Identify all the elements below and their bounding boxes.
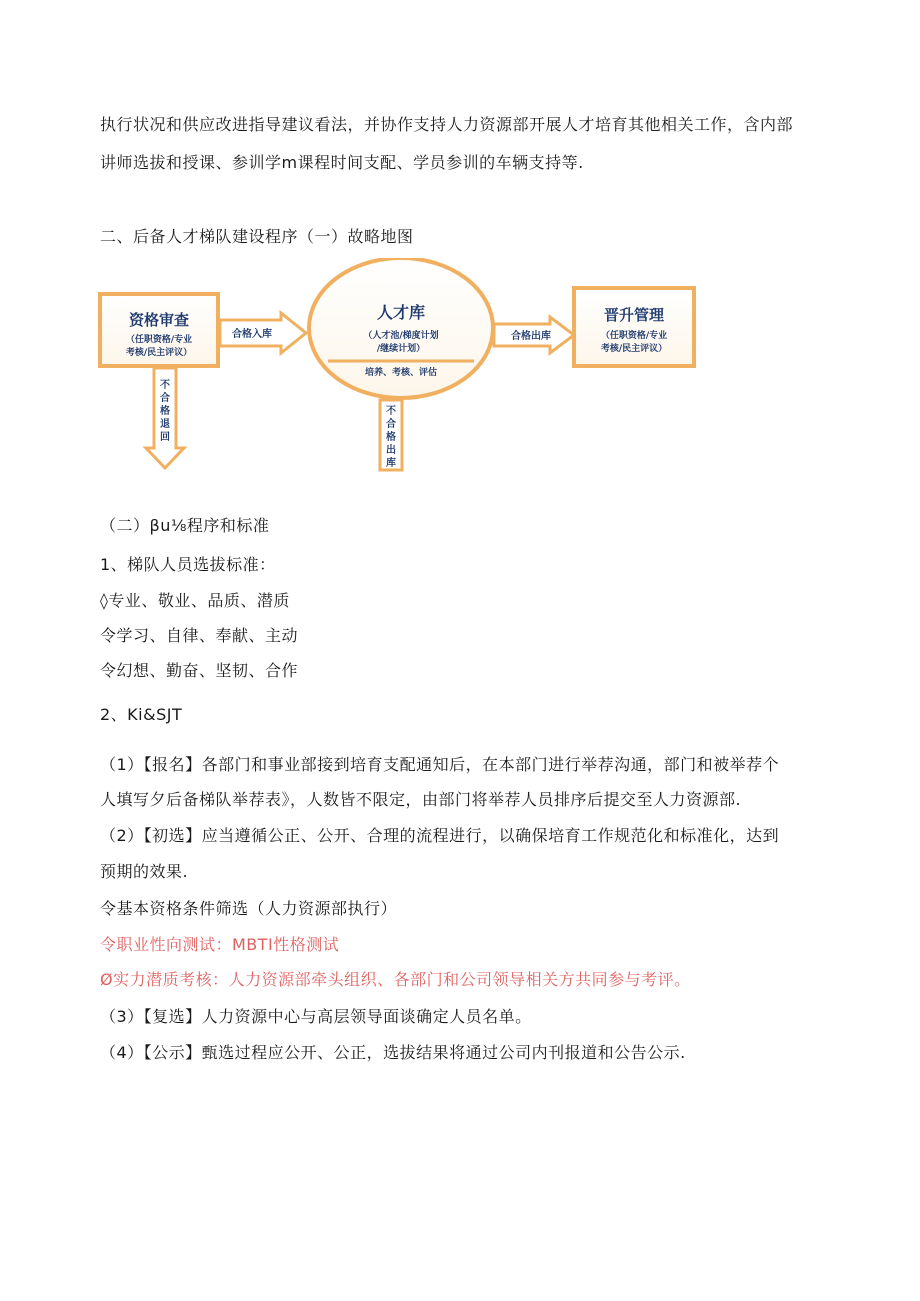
down-center-char-5: 库 [386, 458, 396, 469]
center-title: 人才库 [376, 303, 426, 322]
left-box-sub2: 考核/民主评议） [125, 348, 193, 358]
para-2-line-1: （2）【初选】应当遵循公正、公开、合理的流程进行，以确保培育工作规范化和标准化，达到 [100, 826, 780, 845]
right-box-sub2: 考核/民主评议） [600, 344, 668, 354]
left-box-sub1: （任职资格/专业 [125, 335, 193, 345]
talent-pipeline-diagram [96, 258, 706, 473]
para-4: （4）【公示】甄选过程应公开、公正，选拔结果将通过公司内刊报道和公告公示. [100, 1043, 686, 1062]
intro-line-2: 讲师选拔和授课、参训学m课程时间支配、学员参训的车辆支持等. [100, 153, 584, 172]
subsection-title: （二）βu⅛程序和标准 [100, 516, 270, 535]
para-1-line-1: （1）【报名】各部门和事业部接到培育支配通知后，在本部门进行举荐沟通，部门和被举荐个 [100, 755, 780, 774]
down-center-char-4: 出 [386, 445, 396, 456]
para-2-bullet-2: 令职业性向测试：MBTI性格测试 [100, 935, 340, 954]
down-center-char-2: 合 [386, 419, 396, 430]
arrow-in-label: 合格入库 [232, 329, 272, 340]
right-box-title: 晋升管理 [603, 306, 665, 324]
down-center-char-1: 不 [386, 406, 396, 417]
section-2-title: 二、后备人才梯队建设程序（一）故略地图 [100, 227, 414, 246]
center-bottom-text: 培养、考核、评估 [364, 368, 438, 378]
para-2-bullet-1: 令基本资格条件筛选（人力资源部执行） [100, 899, 398, 918]
arrow-out-label: 合格出库 [511, 331, 551, 342]
para-2-bullet-3: Ø实力潜质考核：人力资源部牵头组织、各部门和公司领导相关方共同参与考评。 [100, 970, 691, 989]
para-1-line-2: 人填写夕后备梯队举荐表》，人数皆不限定，由部门将举荐人员排序后提交至人力资源部. [100, 790, 742, 809]
item-1-heading: 1、梯队人员选拔标准： [100, 555, 276, 574]
promotion-management-box [574, 288, 694, 366]
intro-line-1: 执行状况和供应改进指导建议看法，并协作支持人力资源部开展人才培育其他相关工作，含内部 [100, 115, 794, 134]
down-left-char-5: 回 [160, 432, 170, 443]
standard-2: 令学习、自律、奉献、主动 [100, 626, 299, 645]
down-center-char-3: 格 [386, 432, 396, 443]
center-sub1: （人才池/梯度计划 [363, 331, 439, 341]
item-2-heading: 2、Ki&SJT [100, 705, 183, 724]
para-2-line-2: 预期的效果. [100, 862, 189, 881]
down-left-char-4: 退 [160, 419, 170, 430]
down-left-char-1: 不 [160, 380, 170, 391]
left-box-title: 资格审查 [128, 311, 190, 329]
center-sub2: /继续计划） [376, 344, 426, 354]
right-box-sub1: （任职资格/专业 [600, 331, 668, 341]
para-3: （3）【复选】人力资源中心与高层领导面谈确定人员名单。 [100, 1007, 532, 1026]
down-left-char-3: 格 [160, 406, 170, 417]
standard-1: ◊专业、敬业、品质、潜质 [100, 591, 290, 610]
standard-3: 令幻想、勤奋、坚韧、合作 [100, 661, 299, 680]
down-left-char-2: 合 [160, 393, 170, 404]
